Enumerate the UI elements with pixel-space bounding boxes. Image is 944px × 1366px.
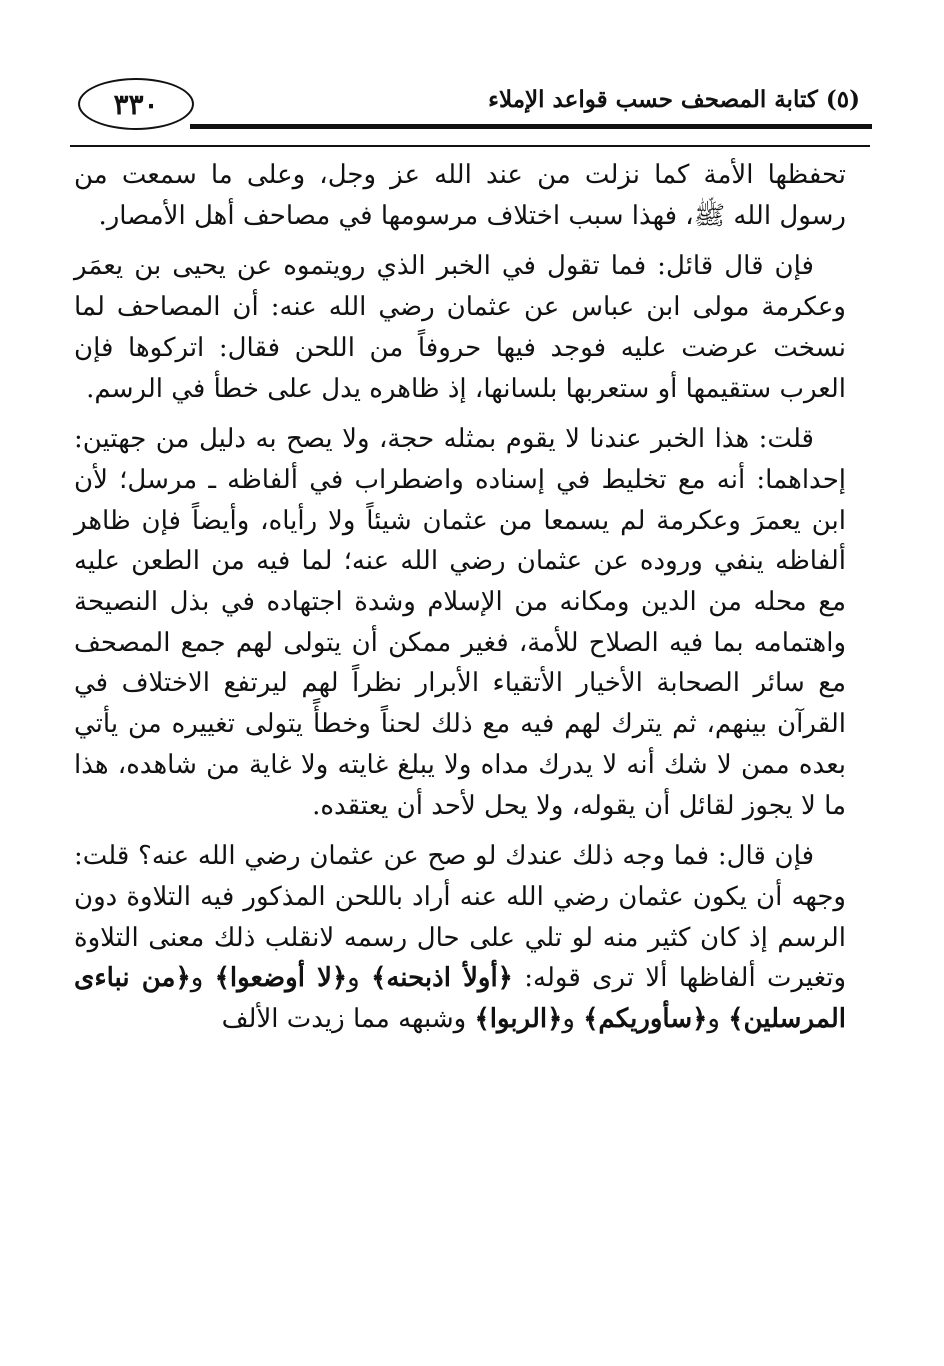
quran-quote: ﴿من نباءى المرسلين﴾ xyxy=(74,963,846,1035)
quran-quote: ﴿لا أوضعوا﴾ xyxy=(214,963,348,994)
header-rule-thick xyxy=(190,124,872,129)
paragraph-2: فإن قال قائل: فما تقول في الخبر الذي رويتموه عن يحيى بن يعمَر وعكرمة مولى ابن عباس عن عثمان رضي الله عنه: أن المصاحف لما نسخت عرضت عليه فوجد فيها حروفاً من اللحن فقال: اتركوها فإن العرب ستقيمها أو ستعربها بلسانها، إذ ظاهره يدل على خطأ في الرسم. xyxy=(74,251,846,404)
quran-quote: ﴿الربوا﴾ xyxy=(474,1004,563,1035)
paragraph-4-intro: فإن قال: فما وجه ذلك عندك لو صح عن عثمان رضي الله عنه؟ قلت: وجهه أن يكون عثمان رضي الله عنه أراد باللحن المذكور فيه التلاوة دون الرسم إذ كان كثير منه لو تلي على حال رسمه لانقلب ذلك معنى التلاوة وتغيرت ألفاظها ألا ترى قوله: xyxy=(74,841,847,994)
body-text xyxy=(74,155,846,1040)
quran-quote: ﴿أولأ اذبحنه﴾ xyxy=(371,963,513,994)
quran-quote: ﴿سأوريكم﴾ xyxy=(583,1004,708,1035)
header-rule-thin xyxy=(70,145,870,147)
conjunction: و xyxy=(562,1004,575,1035)
conjunction: و xyxy=(347,963,360,994)
running-title: (٥) كتابة المصحف حسب قواعد الإملاء xyxy=(488,86,860,113)
paragraph-3: قلت: هذا الخبر عندنا لا يقوم بمثله حجة، ولا يصح به دليل من جهتين: إحداهما: أنه مع تخليط في إسناده واضطراب في ألفاظه ـ مرسل؛ لأن ابن يعمرَ وعكرمة لم يسمعا من عثمان شيئاً ولا رأياه، وأيضاً فإن ظاهر ألفاظه ينفي وروده عن عثمان رضي الله عنه؛ لما فيه من الطعن عليه مع محله من الدين ومكانه من الإسلام وشدة اجتهاده في بذل النصيحة واهتمامه بما فيه الصلاح للأمة، فغير ممكن أن يتولى لهم جمع المصحف مع سائر الصحابة الأخيار الأتقياء الأبرار نظراً لهم ليرتفع الاختلاف في القرآن بينهم، ثم يترك لهم فيه مع ذلك لحناً وخطأً يتولى تغييره من يأتي بعده ممن لا شك أنه لا يدرك مداه ولا يبلغ غايته ولا غاية من شاهده، هذا ما لا يجوز لقائل أن يقوله، ولا يحل لأحد أن يعتقده. xyxy=(74,424,846,821)
conjunction: و xyxy=(707,1004,720,1035)
paragraph-4 xyxy=(74,836,846,1040)
conjunction: و xyxy=(190,963,204,994)
paragraph-4-tail: وشبهه مما زيدت الألف xyxy=(221,1004,467,1035)
paragraph-1: تحفظها الأمة كما نزلت من عند الله عز وجل، وعلى ما سمعت من رسول الله ﷺ، فهذا سبب اختلاف مرسومها في مصاحف أهل الأمصار. xyxy=(74,160,846,231)
page-header xyxy=(70,70,870,132)
page-number: ٣٣٠ xyxy=(78,78,194,130)
